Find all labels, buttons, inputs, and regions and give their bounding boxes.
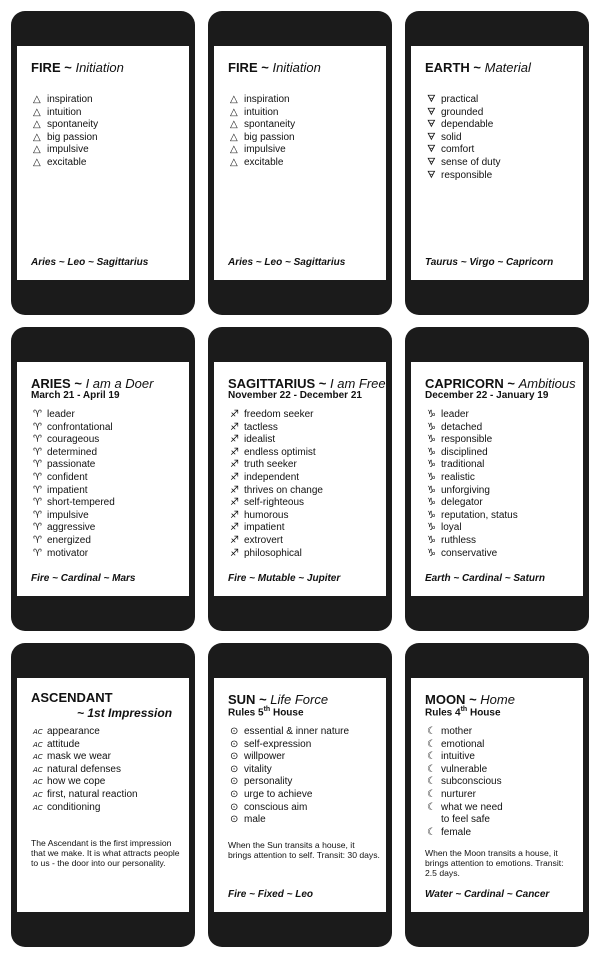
trait-text: personality — [244, 776, 293, 788]
trait-text: self-righteous — [244, 497, 305, 509]
sun-symbol-icon: ⊙ — [230, 801, 239, 813]
ascendant-symbol-icon: AC — [33, 790, 43, 799]
moon-symbol-icon: ☾ — [427, 763, 436, 775]
trait-text: what we need — [441, 801, 503, 813]
trait-item — [230, 776, 349, 789]
trait-item — [230, 422, 323, 435]
moon-symbol-icon: ☾ — [427, 826, 436, 838]
trait-text: motivator — [47, 547, 89, 559]
trait-list — [230, 726, 349, 827]
trait-text: impulsive — [244, 144, 286, 156]
card-footer: Fire ~ Fixed ~ Leo — [228, 889, 314, 900]
trait-item — [230, 535, 323, 548]
sun-symbol-icon: ⊙ — [230, 726, 239, 737]
trait-item — [33, 132, 98, 145]
capricorn-symbol-icon: ♑ — [427, 446, 436, 458]
fire1-symbol-icon: △ — [33, 119, 41, 131]
aries-symbol-icon: ♈ — [33, 471, 42, 483]
trait-text: delegator — [441, 497, 483, 509]
house-rule: Rules 5th House — [228, 706, 304, 719]
earth-symbol-icon: 🜃 — [427, 131, 436, 143]
capricorn-symbol-icon: ♑ — [427, 534, 436, 546]
trait-text: idealist — [244, 434, 276, 446]
trait-item — [230, 764, 349, 777]
card-sun — [208, 643, 392, 947]
trait-text: traditional — [441, 459, 485, 471]
trait-item — [427, 170, 500, 183]
date-range: March 21 - April 19 — [31, 390, 120, 401]
card-aries — [11, 327, 195, 631]
trait-list — [427, 726, 503, 839]
trait-text: intuition — [244, 106, 279, 118]
trait-item — [230, 497, 323, 510]
trait-item — [33, 739, 138, 752]
fire2-symbol-icon: △ — [230, 144, 238, 156]
trait-text: reputation, status — [441, 509, 518, 521]
capricorn-symbol-icon: ♑ — [427, 471, 436, 483]
trait-item — [230, 802, 349, 815]
ascendant-symbol-icon: AC — [33, 803, 43, 812]
trait-item — [33, 107, 98, 120]
trait-item — [427, 422, 518, 435]
aries-symbol-icon: ♈ — [33, 534, 42, 546]
trait-text: loyal — [441, 522, 462, 534]
trait-text: urge to achieve — [244, 788, 313, 800]
trait-item — [427, 776, 503, 789]
trait-text: inspiration — [244, 94, 290, 105]
card-fire-1 — [11, 11, 195, 315]
trait-text: tactless — [244, 421, 278, 433]
trait-text: confrontational — [47, 421, 113, 433]
trait-item — [33, 157, 98, 170]
trait-item — [230, 107, 295, 120]
aries-symbol-icon: ♈ — [33, 434, 42, 446]
trait-item — [230, 814, 349, 827]
fire1-symbol-icon: △ — [33, 94, 41, 105]
sagittarius-symbol-icon: ♐ — [230, 522, 239, 534]
trait-text: willpower — [244, 751, 286, 763]
trait-text: big passion — [47, 131, 98, 143]
sagittarius-symbol-icon: ♐ — [230, 497, 239, 509]
trait-item — [427, 802, 503, 815]
trait-item — [230, 144, 295, 157]
aries-symbol-icon: ♈ — [33, 421, 42, 433]
trait-text: big passion — [244, 131, 295, 143]
moon-symbol-icon: ☾ — [427, 788, 436, 800]
trait-text: emotional — [441, 738, 485, 750]
trait-text: detached — [441, 421, 483, 433]
trait-list — [33, 94, 98, 170]
card-footer: Fire ~ Mutable ~ Jupiter — [228, 573, 341, 584]
card-title: SUN ~ Life Force — [228, 692, 329, 707]
trait-item — [427, 827, 503, 840]
sagittarius-symbol-icon: ♐ — [230, 547, 239, 559]
trait-text: impatient — [244, 522, 285, 534]
capricorn-symbol-icon: ♑ — [427, 547, 436, 559]
trait-text: intuition — [47, 106, 82, 118]
aries-symbol-icon: ♈ — [33, 446, 42, 458]
card-sagittarius — [208, 327, 392, 631]
fire1-symbol-icon: △ — [33, 106, 41, 118]
capricorn-symbol-icon: ♑ — [427, 421, 436, 433]
trait-item — [230, 119, 295, 132]
trait-item — [33, 548, 115, 561]
earth-symbol-icon: 🜃 — [427, 144, 436, 156]
trait-text: intuitive — [441, 751, 475, 763]
card-capricorn — [405, 327, 589, 631]
sagittarius-symbol-icon: ♐ — [230, 534, 239, 546]
ascendant-symbol-icon: AC — [33, 778, 43, 787]
trait-item — [427, 119, 500, 132]
trait-text: excitable — [244, 156, 284, 168]
trait-list — [230, 409, 323, 560]
trait-text: grounded — [441, 106, 484, 118]
trait-text: endless optimist — [244, 446, 316, 458]
card-footer: Aries ~ Leo ~ Sagittarius — [228, 257, 346, 268]
earth-symbol-icon: 🜃 — [427, 94, 436, 105]
fire1-symbol-icon: △ — [33, 144, 41, 156]
trait-text: impatient — [47, 484, 88, 496]
trait-item — [427, 535, 518, 548]
trait-text: leader — [47, 409, 75, 420]
trait-item — [230, 510, 323, 523]
capricorn-symbol-icon: ♑ — [427, 434, 436, 446]
trait-text: ruthless — [441, 534, 477, 546]
trait-item — [33, 485, 115, 498]
trait-item — [427, 472, 518, 485]
ascendant-symbol-icon: AC — [33, 753, 43, 762]
trait-item — [427, 548, 518, 561]
trait-list — [230, 94, 295, 170]
sun-symbol-icon: ⊙ — [230, 814, 239, 826]
card-description: The Ascendant is the first impression that we make. It is what attracts people to us - the door into our personality. — [31, 838, 180, 869]
card-subtitle: ~ 1st Impression — [77, 706, 173, 720]
card-face — [411, 46, 583, 280]
trait-text: vitality — [244, 763, 272, 775]
trait-text: conditioning — [47, 801, 101, 813]
trait-item — [427, 485, 518, 498]
trait-item — [230, 726, 349, 739]
trait-item — [33, 472, 115, 485]
capricorn-symbol-icon: ♑ — [427, 522, 436, 534]
card-face — [17, 362, 189, 596]
trait-list — [33, 409, 115, 560]
trait-item — [33, 422, 115, 435]
trait-text: vulnerable — [441, 763, 488, 775]
trait-text: attitude — [47, 738, 80, 750]
trait-text: independent — [244, 471, 300, 483]
trait-text: female — [441, 826, 472, 838]
trait-text: impulsive — [47, 144, 89, 156]
trait-item — [33, 459, 115, 472]
trait-item — [427, 751, 503, 764]
trait-text: nurturer — [441, 788, 477, 800]
moon-symbol-icon: ☾ — [427, 801, 436, 813]
trait-text: leader — [441, 409, 469, 420]
sagittarius-symbol-icon: ♐ — [230, 446, 239, 458]
trait-text: comfort — [441, 144, 475, 156]
moon-symbol-icon: ☾ — [427, 738, 436, 750]
fire2-symbol-icon: △ — [230, 106, 238, 118]
trait-item — [427, 522, 518, 535]
trait-item — [33, 497, 115, 510]
trait-item — [33, 144, 98, 157]
trait-text: responsible — [441, 169, 493, 181]
trait-item — [427, 510, 518, 523]
aries-symbol-icon: ♈ — [33, 547, 42, 559]
trait-item — [427, 764, 503, 777]
earth-symbol-icon: 🜃 — [427, 106, 436, 118]
fire1-symbol-icon: △ — [33, 156, 41, 168]
card-title: EARTH ~ Material — [425, 60, 531, 75]
trait-item — [230, 447, 323, 460]
moon-symbol-icon: ☾ — [427, 726, 436, 737]
trait-text: truth seeker — [244, 459, 297, 471]
trait-text: to feel safe — [441, 814, 490, 826]
trait-text: dependable — [441, 119, 494, 131]
trait-item — [33, 764, 138, 777]
trait-item — [427, 434, 518, 447]
trait-text: appearance — [47, 726, 100, 737]
trait-item — [230, 485, 323, 498]
trait-text: practical — [441, 94, 479, 105]
capricorn-symbol-icon: ♑ — [427, 509, 436, 521]
trait-text: thrives on change — [244, 484, 323, 496]
card-title: CAPRICORN ~ Ambitious — [425, 376, 576, 391]
date-range: December 22 - January 19 — [425, 390, 549, 401]
trait-item — [427, 739, 503, 752]
card-face — [214, 46, 386, 280]
trait-item — [230, 157, 295, 170]
trait-text: natural defenses — [47, 763, 121, 775]
trait-text: determined — [47, 446, 98, 458]
trait-item — [427, 94, 500, 107]
trait-text: excitable — [47, 156, 87, 168]
trait-item — [427, 132, 500, 145]
trait-item — [427, 814, 503, 827]
trait-item — [427, 157, 500, 170]
trait-item — [427, 726, 503, 739]
trait-item — [33, 726, 138, 739]
trait-item — [230, 751, 349, 764]
trait-item — [230, 789, 349, 802]
trait-text: essential & inner nature — [244, 726, 350, 737]
trait-text: solid — [441, 131, 462, 143]
trait-item — [33, 789, 138, 802]
card-title: ASCENDANT — [31, 690, 113, 705]
card-footer: Water ~ Cardinal ~ Cancer — [425, 889, 550, 900]
capricorn-symbol-icon: ♑ — [427, 409, 436, 420]
card-face — [17, 46, 189, 280]
trait-text: aggressive — [47, 522, 96, 534]
card-footer: Earth ~ Cardinal ~ Saturn — [425, 573, 546, 584]
card-face — [411, 678, 583, 912]
ascendant-symbol-icon: AC — [33, 740, 43, 749]
trait-item — [33, 535, 115, 548]
trait-text: how we cope — [47, 776, 106, 788]
fire2-symbol-icon: △ — [230, 156, 238, 168]
trait-text: responsible — [441, 434, 493, 446]
trait-item — [427, 447, 518, 460]
trait-item — [427, 789, 503, 802]
trait-text: courageous — [47, 434, 100, 446]
card-moon — [405, 643, 589, 947]
fire2-symbol-icon: △ — [230, 94, 238, 105]
trait-item — [33, 434, 115, 447]
trait-list — [427, 409, 518, 560]
aries-symbol-icon: ♈ — [33, 509, 42, 521]
card-title: MOON ~ Home — [425, 692, 515, 707]
card-title: FIRE ~ Initiation — [31, 60, 124, 75]
sun-symbol-icon: ⊙ — [230, 776, 239, 788]
moon-symbol-icon: ☾ — [427, 751, 436, 763]
sagittarius-symbol-icon: ♐ — [230, 421, 239, 433]
trait-item — [33, 510, 115, 523]
trait-item — [427, 107, 500, 120]
sagittarius-symbol-icon: ♐ — [230, 471, 239, 483]
card-title: FIRE ~ Initiation — [228, 60, 321, 75]
trait-text: passionate — [47, 459, 96, 471]
trait-list — [33, 726, 138, 814]
trait-text: subconscious — [441, 776, 502, 788]
trait-text: humorous — [244, 509, 289, 521]
trait-item — [33, 802, 138, 815]
trait-item — [33, 751, 138, 764]
card-earth — [405, 11, 589, 315]
trait-text: unforgiving — [441, 484, 490, 496]
moon-symbol-icon: ☾ — [427, 776, 436, 788]
card-title: ARIES ~ I am a Doer — [31, 376, 154, 391]
trait-text: disciplined — [441, 446, 488, 458]
trait-item — [230, 132, 295, 145]
trait-item — [33, 776, 138, 789]
sun-symbol-icon: ⊙ — [230, 763, 239, 775]
aries-symbol-icon: ♈ — [33, 497, 42, 509]
house-rule: Rules 4th House — [425, 706, 501, 719]
card-face — [17, 678, 189, 912]
trait-text: spontaneity — [244, 119, 296, 131]
earth-symbol-icon: 🜃 — [427, 156, 436, 168]
trait-text: spontaneity — [47, 119, 99, 131]
card-fire-2 — [208, 11, 392, 315]
sagittarius-symbol-icon: ♐ — [230, 509, 239, 521]
aries-symbol-icon: ♈ — [33, 484, 42, 496]
date-range: November 22 - December 21 — [228, 390, 362, 401]
capricorn-symbol-icon: ♑ — [427, 459, 436, 471]
trait-item — [33, 522, 115, 535]
trait-item — [33, 447, 115, 460]
sagittarius-symbol-icon: ♐ — [230, 459, 239, 471]
trait-text: first, natural reaction — [47, 788, 138, 800]
trait-text: extrovert — [244, 534, 283, 546]
trait-item — [230, 739, 349, 752]
trait-text: self-expression — [244, 738, 312, 750]
trait-item — [230, 522, 323, 535]
fire1-symbol-icon: △ — [33, 131, 41, 143]
trait-item — [230, 94, 295, 107]
card-title: SAGITTARIUS ~ I am Free — [228, 376, 386, 391]
capricorn-symbol-icon: ♑ — [427, 497, 436, 509]
trait-text: male — [244, 814, 266, 826]
trait-item — [230, 434, 323, 447]
aries-symbol-icon: ♈ — [33, 459, 42, 471]
card-footer: Fire ~ Cardinal ~ Mars — [31, 573, 136, 584]
card-face — [214, 678, 386, 912]
trait-item — [230, 472, 323, 485]
earth-symbol-icon: 🜃 — [427, 169, 436, 181]
aries-symbol-icon: ♈ — [33, 522, 42, 534]
trait-list — [427, 94, 500, 182]
trait-text: impulsive — [47, 509, 89, 521]
card-ascendant — [11, 643, 195, 947]
sagittarius-symbol-icon: ♐ — [230, 484, 239, 496]
fire2-symbol-icon: △ — [230, 119, 238, 131]
trait-item — [427, 409, 518, 422]
trait-item — [230, 459, 323, 472]
sagittarius-symbol-icon: ♐ — [230, 409, 239, 420]
fire2-symbol-icon: △ — [230, 131, 238, 143]
trait-text: short-tempered — [47, 497, 115, 509]
trait-item — [230, 409, 323, 422]
sun-symbol-icon: ⊙ — [230, 788, 239, 800]
trait-text: sense of duty — [441, 156, 501, 168]
trait-item — [33, 94, 98, 107]
card-footer: Aries ~ Leo ~ Sagittarius — [31, 257, 149, 268]
earth-symbol-icon: 🜃 — [427, 119, 436, 131]
trait-text: freedom seeker — [244, 409, 314, 420]
sagittarius-symbol-icon: ♐ — [230, 434, 239, 446]
card-description: When the Sun transits a house, it brings attention to self. Transit: 30 days. — [228, 840, 380, 861]
trait-item — [33, 119, 98, 132]
trait-text: inspiration — [47, 94, 93, 105]
trait-text: energized — [47, 534, 91, 546]
trait-text: conservative — [441, 547, 498, 559]
capricorn-symbol-icon: ♑ — [427, 484, 436, 496]
aries-symbol-icon: ♈ — [33, 409, 42, 420]
trait-item — [427, 459, 518, 472]
card-footer: Taurus ~ Virgo ~ Capricorn — [425, 257, 554, 268]
trait-item — [230, 548, 323, 561]
trait-text: realistic — [441, 471, 475, 483]
trait-text: confident — [47, 471, 88, 483]
trait-text: conscious aim — [244, 801, 308, 813]
trait-text: philosophical — [244, 547, 302, 559]
trait-item — [427, 497, 518, 510]
sun-symbol-icon: ⊙ — [230, 738, 239, 750]
ascendant-symbol-icon: AC — [33, 728, 43, 736]
trait-item — [427, 144, 500, 157]
card-face — [411, 362, 583, 596]
trait-item — [33, 409, 115, 422]
ascendant-symbol-icon: AC — [33, 765, 43, 774]
sun-symbol-icon: ⊙ — [230, 751, 239, 763]
trait-text: mother — [441, 726, 473, 737]
card-face — [214, 362, 386, 596]
trait-text: mask we wear — [47, 751, 111, 763]
card-description: When the Moon transits a house, it brings attention to emotions. Transit: 2.5 days. — [425, 848, 564, 879]
